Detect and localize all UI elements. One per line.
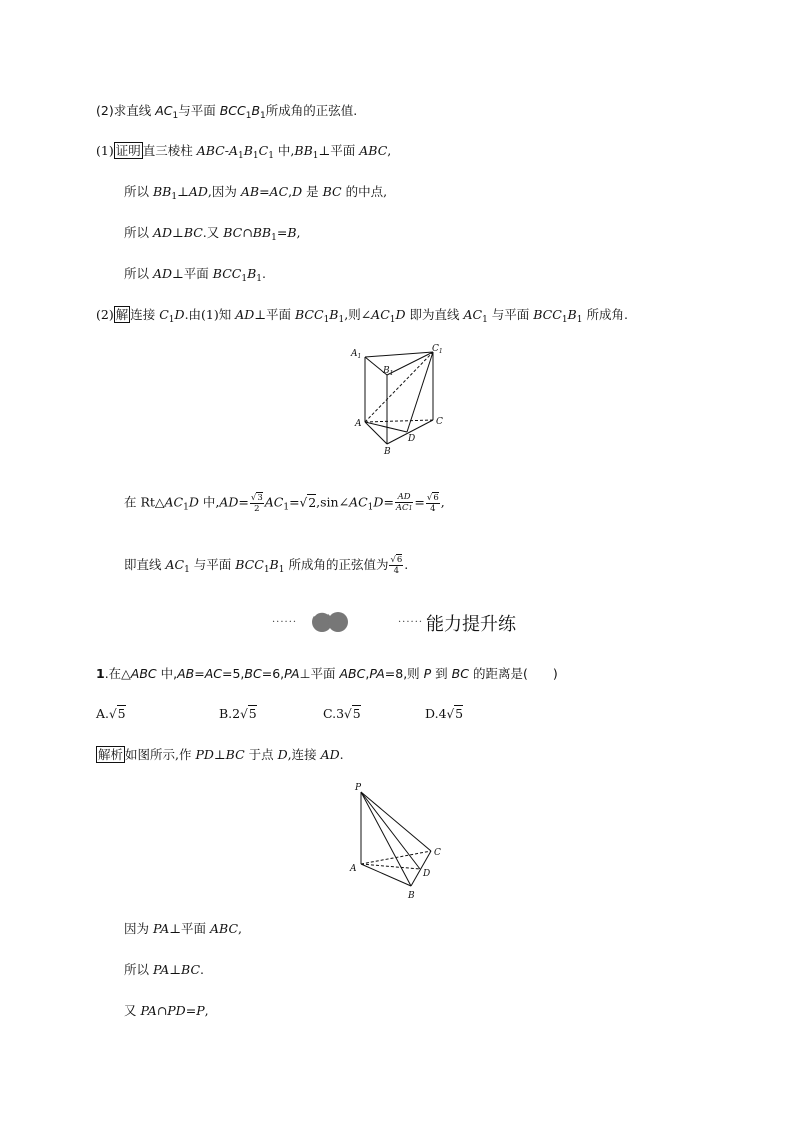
section-title: 能力提升练 bbox=[426, 614, 516, 635]
section-logo-icon bbox=[308, 610, 352, 634]
fraction-answer: $\frac{√6}{4}$ bbox=[390, 555, 403, 576]
proof-line-2: 所以 $BB_1\perp AD$,因为 AB=AC,D 是 BC 的中点, bbox=[124, 184, 388, 202]
analysis-line-3: 所以 PA⊥BC. bbox=[124, 962, 205, 977]
proof-line-4: 所以 AD⊥平面 $BCC_1B_1$. bbox=[124, 266, 266, 284]
label-B: B bbox=[408, 891, 415, 901]
choice-a[interactable]: A.√5 bbox=[96, 706, 126, 721]
label-C: C bbox=[434, 848, 441, 858]
label-D: D bbox=[408, 434, 416, 444]
solution-line-3: 即直线 $AC_1$ 与平面 $BCC_1B_1$ 所成角的正弦值为 $\frac{√6}{4}$ . bbox=[124, 555, 409, 576]
label-D: D bbox=[423, 869, 431, 879]
solution-line-1: (2) 解 连接 $C_1D$.由(1)知 AD⊥平面 $BCC_1B_1$,则$\angle AC_1D$ 即为直线 $AC_1$ 与平面 $BCC_1B_1$ 所成角. bbox=[96, 307, 628, 325]
dots-left: ······ bbox=[272, 617, 298, 628]
choice-c[interactable]: C.3√5 bbox=[323, 706, 361, 721]
analysis-line-4: 又 PA∩PD=P, bbox=[124, 1003, 209, 1018]
label-A1: $A_1$ bbox=[351, 349, 362, 360]
label-A: A bbox=[350, 864, 357, 874]
proof-tag: 证明 bbox=[115, 143, 141, 158]
question-2: (2)求直线 $AC_1$与平面 $BCC_1B_1$所成角的正弦值. bbox=[96, 103, 358, 121]
label-B: B bbox=[384, 447, 391, 457]
prism-figure bbox=[345, 342, 455, 457]
label-B1: $B_1$ bbox=[383, 366, 394, 377]
label-C1: $C_1$ bbox=[432, 344, 443, 355]
fraction-AD-over-AC1: $\frac{AD}{AC1}$ bbox=[395, 492, 413, 513]
choice-b[interactable]: B.2√5 bbox=[219, 706, 257, 721]
section-header bbox=[272, 608, 532, 636]
analysis-line-1: 解析 如图所示,作 PD⊥BC 于点 D,连接 AD. bbox=[98, 747, 344, 762]
problem-1: 1.在△ABC 中,AB=AC=5,BC=6,PA⊥平面 ABC,PA=8,则 P 到 BC 的距离是( ) bbox=[96, 666, 558, 681]
label-C: C bbox=[436, 417, 443, 427]
choice-d[interactable]: D.4√5 bbox=[425, 706, 464, 721]
proof-line-1: (1) 证明 直三棱柱 ABC-$A_1B_1C_1$ 中$,BB_1\perp$平面 ABC, bbox=[96, 143, 392, 161]
analysis-line-2: 因为 PA⊥平面 ABC, bbox=[124, 921, 243, 936]
analysis-tag: 解析 bbox=[98, 747, 124, 762]
solution-tag: 解 bbox=[115, 307, 129, 322]
fraction-sqrt6-over-4: $\frac{√6}{4}$ bbox=[426, 492, 439, 514]
pyramid-figure bbox=[345, 778, 450, 906]
solution-line-2: 在 $Rt\triangle AC_1D$ 中,AD= $\frac{√3}{2}$ $AC_1=√2,\sin\angle AC_1D=$ $\frac{AD}{AC1}$ = $\frac{√6}{4}$ , bbox=[124, 492, 445, 514]
label-A: A bbox=[355, 419, 362, 429]
label-P: P bbox=[355, 783, 362, 793]
dots-right: ······ bbox=[398, 617, 424, 628]
proof-line-3: 所以 AD⊥BC.又 $BC\cap BB_1=B$, bbox=[124, 225, 301, 243]
fraction-sqrt3-over-2: $\frac{√3}{2}$ bbox=[250, 492, 263, 514]
